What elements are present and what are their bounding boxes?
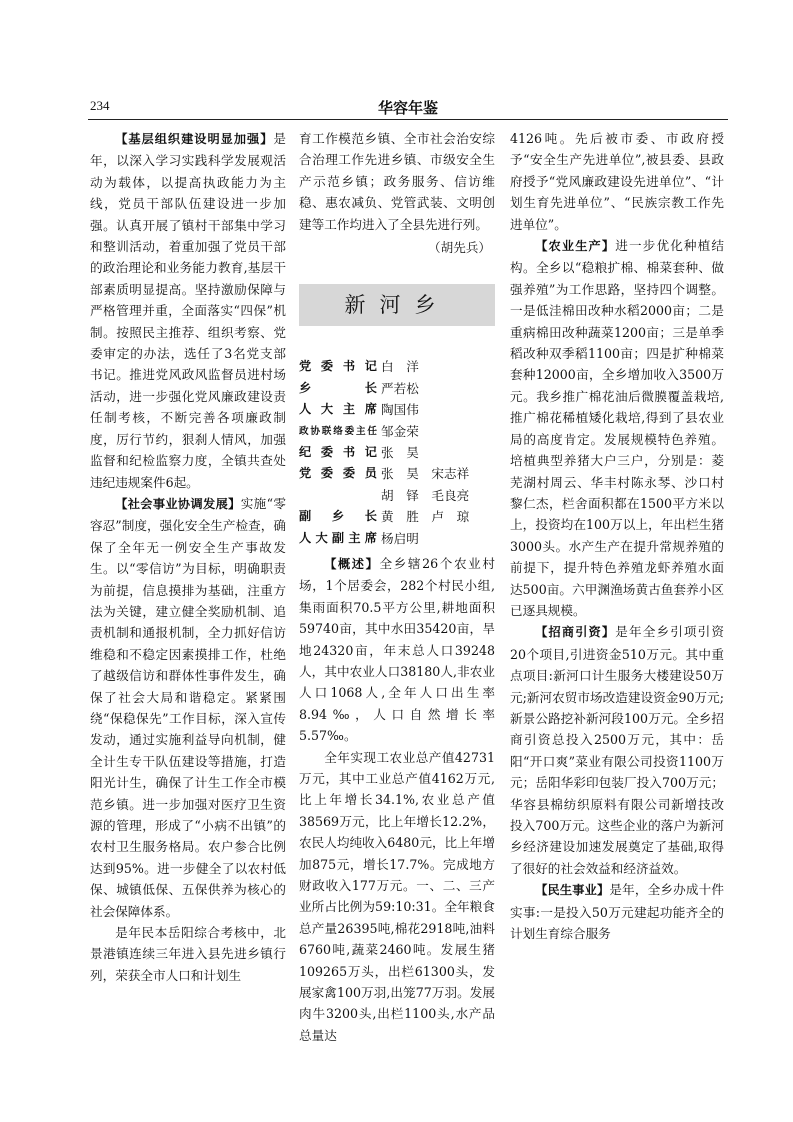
page-number: 234 [90,98,110,113]
paragraph-heading: 【社会事业协调发展】 [115,496,241,511]
paragraph-text: 是年，全乡办成十件实事:一是投入50万元建起功能齐全的计划生育综合服务 [510,882,725,942]
official-names: 张 昊 [381,445,419,460]
official-names: 张 昊 宋志祥 [381,466,470,482]
official-names: 严若松 [381,380,419,396]
column-3 [510,128,724,944]
paragraph-social [90,493,286,922]
official-names: 陶国伟 [381,402,419,418]
official-names: 杨启明 [381,530,419,546]
official-names: 白 洋 [381,359,419,375]
paragraph-grassroots [90,128,286,493]
official-row [299,378,495,399]
paragraph-text: 全乡辖26个农业村场，1个居委会，282个村民小组,集雨面积70.5平方公里,耕地面积59740亩，其中水田35420亩，旱地24320亩，年末总人口39248人，其中农业人口38180人,非农业人口1068人,全年人口出生率8.94‰，人口自然增长率5.57‰。 [299,555,495,744]
official-title: 政协联络委主任 [299,425,377,437]
officials-list [299,356,495,549]
official-row [299,421,495,442]
page-header [90,98,726,118]
paragraph-text: 进一步优化种植结构。全乡以“稳粮扩棉、棉菜套种、做强养殖”为工作思路，坚持四个调整。一是低洼棉田改种水稻2000亩；二是重病棉田改种蔬菜1200亩；三是单季稻改种双季稻1100亩；四是扩种棉菜套种12000亩，全乡增加收入3500万元。我乡推广棉花油后微膜覆盖栽培,推广棉花稀植矮化栽培,得到了县农业局的高度肯定。发展规模特色养殖。培植典型养猪大户三户，分别是：菱芜湖村周云、华丰村陈永琴、沙口村黎仁杰，栏舍面积都在1500平方米以上，投资均在100万以上，年出栏生猪3000头。水产生产在提升常规养殖的前提下，提升特色养殖龙虾养殖水面达500亩。六甲渊渔场黄古鱼套养小区已逐具规模。 [510,238,725,618]
official-title: 党委委员 [299,466,377,481]
official-row [299,485,495,506]
official-row [299,442,495,463]
official-row [299,356,495,377]
official-row [299,506,495,527]
official-row [299,399,495,420]
official-row [299,463,495,484]
paragraph-text: 是年全乡引项引资20个项目,引进资金510万元。其中重点项目:新河口计生服务大楼建设50万元;新河农贸市场改造建设资金90万元;新景公路挖补新河段100万元。全乡招商引资总投入2500万元，其中：岳阳“开口爽”菜业有限公司投资1100万元；岳阳华彩印包装厂投入700万元；华容县棉纺织原料有限公司新增技改投入700万元。这些企业的落户为新河乡经济建设加速发展奠定了基础,取得了很好的社会效益和经济益效。 [510,624,725,876]
paragraph-investment [510,621,724,879]
paragraph-output: 全年实现工农业总产值42731万元，其中工业总产值4162万元,比上年增长34.1%,农业总产值38569万元，比上年增长12.2%，农民人均纯收入6480元，比上年增加875元，增长17.7%。完成地方财政收入177万元。一、二、三产业所占比例为59:10:31。全年粮食总产量26395吨,棉花2918吨,油料6760吨,蔬菜2460吨。发展生猪109265万头，出栏61300头，发展家禽100万羽,出笼77万羽。发展肉牛3200头,出栏1100头,水产品总量达 [299,749,495,1043]
paragraph-continued: 4126吨。先后被市委、市政府授予“安全生产先进单位”,被县委、县政府授予“党风廉政建设先进单位”、“计划生育先进单位”、“民族宗教工作先进单位”。 [510,131,724,232]
paragraph-heading: 【招商引资】 [535,625,616,640]
section-title: 新河乡 [299,284,495,326]
paragraph-agriculture [510,235,724,621]
official-title: 副 乡 长 [299,509,377,524]
paragraph-heading: 【农业生产】 [535,239,616,254]
official-title: 乡 长 [299,380,377,395]
paragraph-text: 实施“零容忍”制度，强化安全生产检查，确保了全年无一例安全生产事故发生。以“零信访”为目标，明确职责为前提，信息摸排为基础，注重方法为关键，建立健全奖励机制、追责机制和通报机制，全力抓好信访维稳和不稳定因素摸排工作，杜绝了越级信访和群体性事件发生，确保了社会大局和谐稳定。紧紧围绕“保稳保先”工作目标，深入宣传发动，通过实施利益导向机制，健全计生专干队伍建设等措施，打造阳光计生，确保了计生工作全市模范乡镇。进一步加强对医疗卫生资源的管理，形成了“小病不出镇”的农村卫生服务格局。农户参合比例达到95%。进一步健全了以农村低保、城镇低保、五保供养为核心的社会保障体系。 [90,495,286,919]
official-names: 邹金荣 [381,423,419,439]
paragraph-text: 是年，以深入学习实践科学发展观活动为载体，以提高执政能力为主线，党员干部队伍建设进一步加强。认真开展了镇村干部集中学习和整训活动，着重加强了党员干部的政治理论和业务能力教育,基层干部素质明显提高。坚持激励保障与严格管理并重，全面落实“四保”机制。按照民主推荐、组织考察、党委审定的办法，选任了3名党支部书记。推进党风政风监督员进村场活动，进一步强化党风廉政建设责任制考核，不断完善各项廉政制度，厉行节约，狠刹人情风，加强监督和纪检监察力度，全镇共查处违纪违规案件6起。 [90,131,286,490]
paragraph-heading: 【民生事业】 [535,883,610,898]
paragraph-overview [299,553,495,747]
column-2 [299,128,495,1046]
official-names: 胡 铎 毛良亮 [381,487,470,503]
paragraph-heading: 【概述】 [324,556,380,571]
paragraph-livelihood [510,879,724,944]
official-row [299,528,495,549]
official-title: 人大主席 [299,402,377,417]
header-rule [88,119,728,120]
paragraph-awards: 是年民本岳阳综合考核中，北景港镇连续三年进入县先进乡镇行列，荣获全市人口和计划生 [90,925,286,983]
official-title: 人大副主席 [299,530,377,545]
official-title: 党委书记 [299,359,377,374]
author-credit: （胡先兵） [428,240,491,256]
running-title: 华容年鉴 [377,99,438,117]
paragraph-heading: 【基层组织建设明显加强】 [115,132,274,146]
official-title: 纪委书记 [299,445,377,459]
official-names: 黄 胜 卢 琼 [381,509,470,525]
column-1 [90,128,286,986]
paragraph-continued: 育工作模范乡镇、全市社会治安综合治理工作先进乡镇、市级安全生产示范乡镇；政务服务、信访维稳、惠农减负、党管武装、文明创建等工作均进入了全县先进行列。 [299,131,495,232]
